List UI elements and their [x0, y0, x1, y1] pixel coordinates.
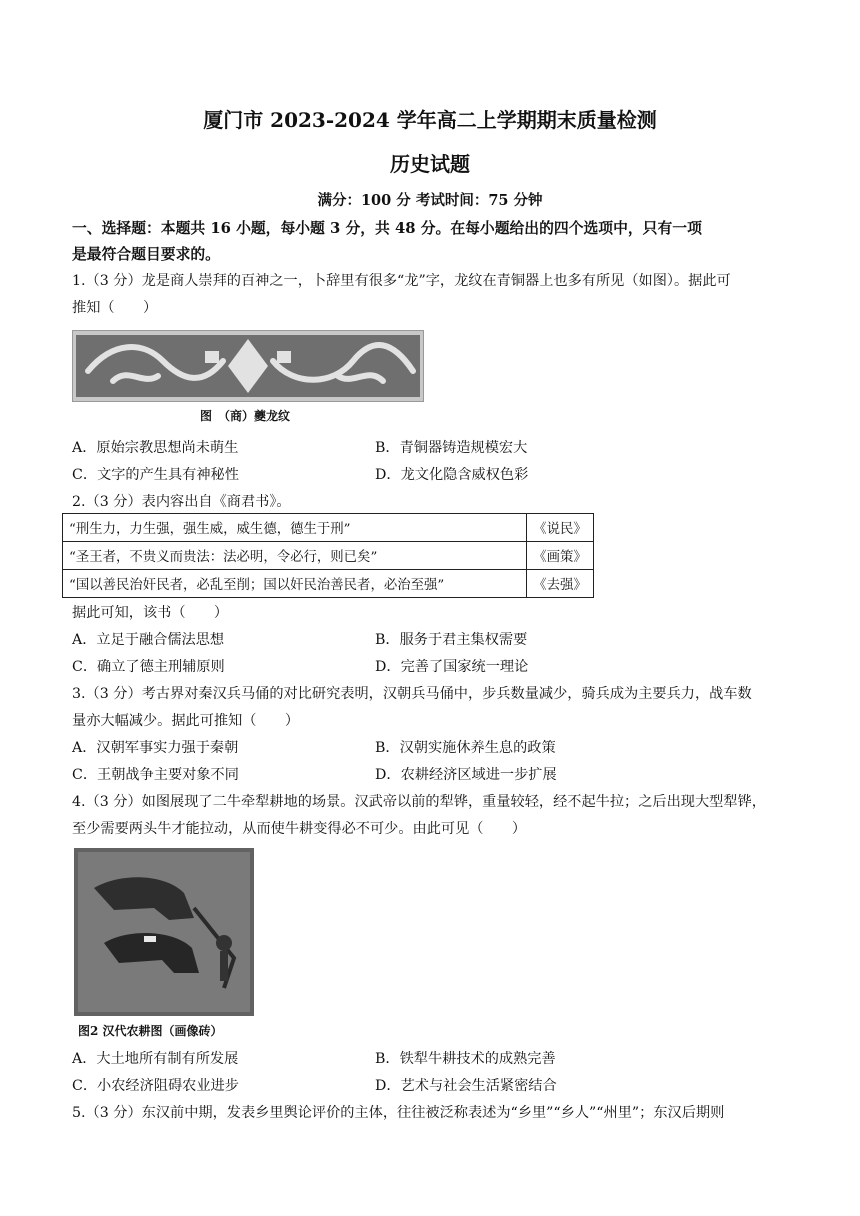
- q1-option-b[interactable]: B．青铜器铸造规模宏大: [375, 440, 528, 456]
- q3-option-c[interactable]: C．王朝战争主要对象不同: [72, 767, 239, 783]
- table-row: [63, 514, 594, 542]
- q2-option-b[interactable]: B．服务于君主集权需要: [375, 632, 528, 648]
- q1-stem-line1: 1.（3 分）龙是商人崇拜的百神之一，卜辞里有很多“龙”字，龙纹在青铜器上也多有所见（如图）。据此可: [72, 273, 731, 289]
- shangjunshu-quote-table: [62, 513, 594, 598]
- q5-stem-line1: 5.（3 分）东汉前中期，发表乡里舆论评价的主体，往往被泛称表述为“乡里”“乡人”“州里”；东汉后期则: [72, 1105, 725, 1121]
- source-cell: 《说民》: [527, 514, 594, 542]
- source-cell: 《画策》: [527, 542, 594, 570]
- quote-cell: “刑生力，力生强，强生威，威生德，德生于刑”: [63, 514, 527, 542]
- exam-subtitle: 历史试题: [390, 152, 470, 176]
- quote-cell: “圣王者，不贵义而贵法：法必明，令必行，则已矣”: [63, 542, 527, 570]
- source-cell: 《去强》: [527, 570, 594, 598]
- q1-figure-caption: 图 （商）夔龙纹: [200, 409, 291, 423]
- exam-title: 厦门市 2023-2024 学年高二上学期期末质量检测: [203, 108, 657, 132]
- q2-option-c[interactable]: C．确立了德主刑辅原则: [72, 659, 225, 675]
- quote-cell: “国以善民治奸民者，必乱至削；国以奸民治善民者，必治至强”: [63, 570, 527, 598]
- table-row: [63, 542, 594, 570]
- q1-option-a[interactable]: A．原始宗教思想尚未萌生: [72, 440, 239, 456]
- q3-option-a[interactable]: A．汉朝军事实力强于秦朝: [72, 740, 239, 756]
- q2-option-a[interactable]: A．立足于融合儒法思想: [72, 632, 225, 648]
- q1-option-c[interactable]: C．文字的产生具有神秘性: [72, 467, 239, 483]
- q4-option-b[interactable]: B．铁犁牛耕技术的成熟完善: [375, 1051, 556, 1067]
- section-instruction-line1: 一、选择题：本题共 16 小题，每小题 3 分，共 48 分。在每小题给出的四个选项中，只有一项: [72, 220, 702, 237]
- q3-option-d[interactable]: D．农耕经济区域进一步扩展: [375, 767, 557, 783]
- exam-meta: 满分：100 分 考试时间：75 分钟: [317, 192, 543, 209]
- q2-stem-line1: 2.（3 分）表内容出自《商君书》。: [72, 494, 291, 510]
- section-instruction-line2: 是最符合题目要求的。: [72, 246, 220, 263]
- q2-stem-line2: 据此可知，该书（ ）: [72, 605, 229, 621]
- q1-stem-line2: 推知（ ）: [72, 300, 158, 316]
- q1-option-d[interactable]: D．龙文化隐含威权色彩: [375, 467, 529, 483]
- q4-stem-line2: 至少需要两头牛才能拉动，从而使牛耕变得必不可少。由此可见（ ）: [72, 821, 527, 837]
- q4-option-a[interactable]: A．大土地所有制有所发展: [72, 1051, 239, 1067]
- q2-option-d[interactable]: D．完善了国家统一理论: [375, 659, 529, 675]
- q3-stem-line1: 3.（3 分）考古界对秦汉兵马俑的对比研究表明，汉朝兵马俑中，步兵数量减少，骑兵成为主要兵力，战车数: [72, 686, 752, 702]
- q4-figure-caption: 图2 汉代农耕图（画像砖）: [78, 1024, 223, 1038]
- q3-stem-line2: 量亦大幅减少。据此可推知（ ）: [72, 713, 300, 729]
- q4-option-c[interactable]: C．小农经济阻碍农业进步: [72, 1078, 239, 1094]
- q4-option-d[interactable]: D．艺术与社会生活紧密结合: [375, 1078, 557, 1094]
- q3-option-b[interactable]: B．汉朝实施休养生息的政策: [375, 740, 556, 756]
- table-row: [63, 570, 594, 598]
- kui-dragon-pattern-image: [72, 330, 424, 402]
- q4-stem-line1: 4.（3 分）如图展现了二牛牵犁耕地的场景。汉武帝以前的犁铧，重量较轻，经不起牛拉；之后出现大型犁铧，: [72, 794, 766, 810]
- han-ox-plowing-brick-image: [74, 848, 254, 1016]
